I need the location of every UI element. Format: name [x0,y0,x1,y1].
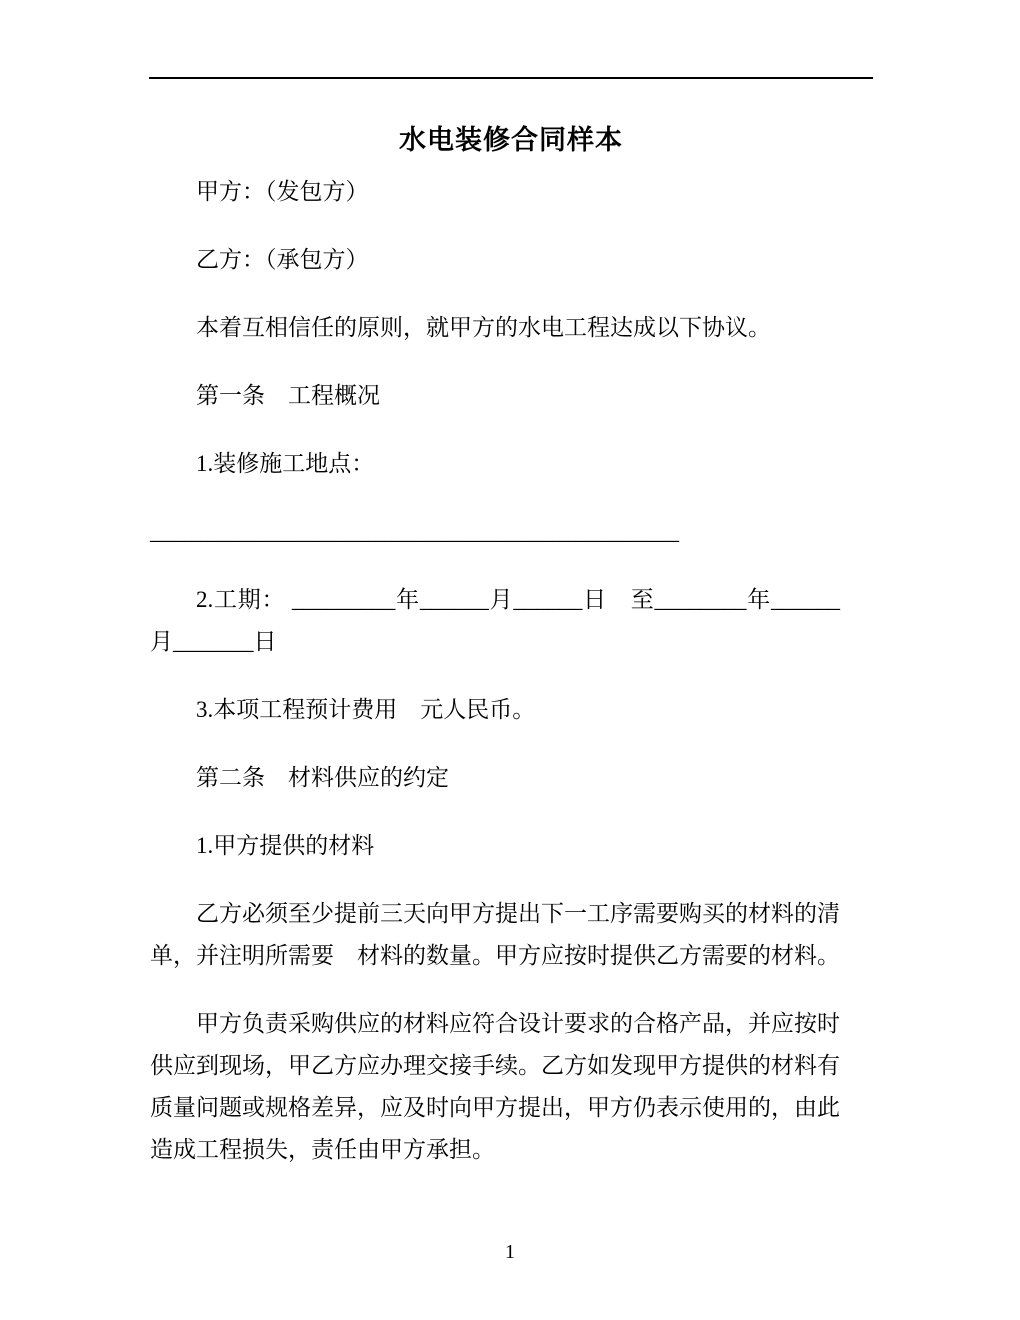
paragraph-item-1-materials: 1.甲方提供的材料 [196,833,375,858]
header-rule [149,77,873,79]
document-body [150,171,840,1171]
fill-in-blank-line: ______________________________________________ [150,519,679,544]
paragraph-party-a: 甲方：（发包方） [196,179,369,204]
paragraph-article-2-heading: 第二条 材料供应的约定 [196,765,449,790]
page-number: 1 [505,1241,515,1263]
paragraph-party-b: 乙方：（承包方） [196,247,369,272]
paragraph-materials-quality: 甲方负责采购供应的材料应符合设计要求的合格产品，并应按时供应到现场，甲乙方应办理交接手续。乙方如发现甲方提供的材料有质量问题或规格差异，应及时向甲方提出，甲方仍表示使用的，由此造成工程损失，责任由甲方承担。 [150,1011,840,1162]
paragraph-materials-list: 乙方必须至少提前三天向甲方提出下一工序需要购买的材料的清单，并注明所需要 材料的数量。甲方应按时提供乙方需要的材料。 [150,901,840,968]
paragraph-item-1-location: 1.装修施工地点： [196,451,375,476]
paragraph-item-3-cost: 3.本项工程预计费用 元人民币。 [196,697,536,722]
document-title: 水电装修合同样本 [399,125,623,155]
paragraph-article-1-heading: 第一条 工程概况 [196,383,380,408]
paragraph-preamble: 本着互相信任的原则，就甲方的水电工程达成以下协议。 [196,315,771,340]
paragraph-item-2-duration: 2.工期： _________年______月______日 至________年______月_______日 [150,587,840,654]
